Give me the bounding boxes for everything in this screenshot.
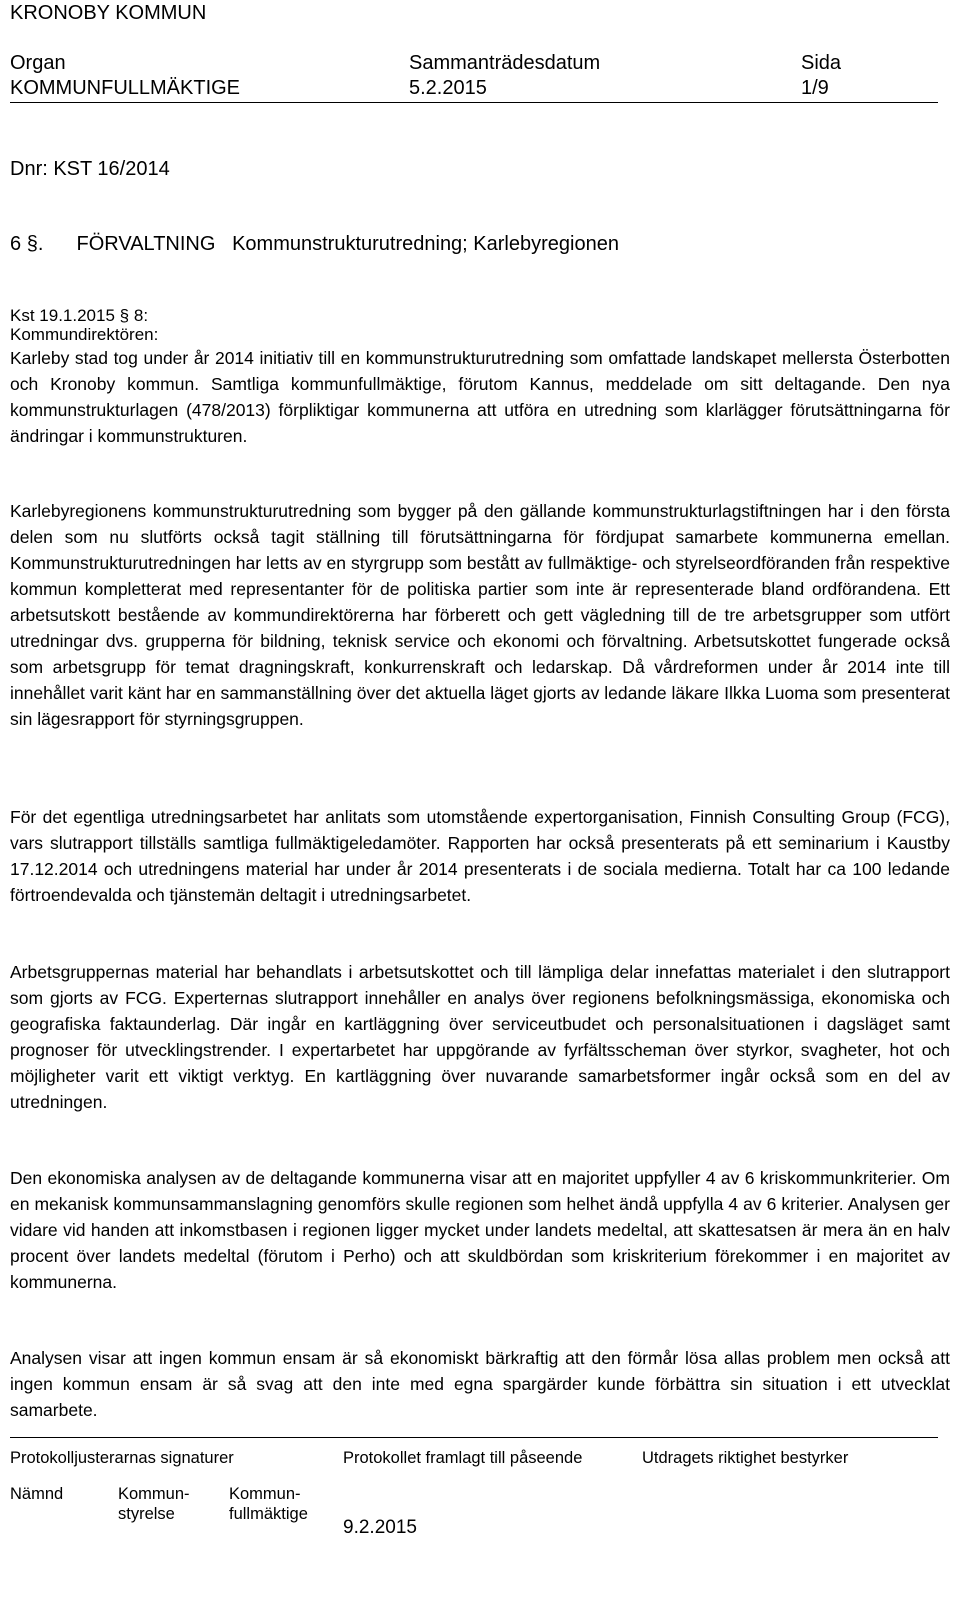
footer-col-fullmaktige-line1: Kommun-	[229, 1485, 301, 1503]
signatures-label: Protokolljusterarnas signaturer	[10, 1449, 234, 1467]
reference-number: 8:	[133, 306, 149, 325]
paragraph-sign: §	[119, 306, 130, 325]
page-label: Sida	[801, 52, 842, 74]
footer-divider	[10, 1437, 938, 1438]
reference-author: Kommundirektören:	[10, 325, 159, 344]
meeting-date-value: 5.2.2015	[409, 77, 487, 99]
paragraph-3: För det egentliga utredningsarbetet har anlitats som utomstående expertorganisation, Finnish Consulting Group (FCG), vars slutrapport tillställs samtliga fullmäktigeledamöter. Rapporten har också presenterats på ett seminarium i Kaustby 17.12.2014 och utredningens material har under år 2014 presenterats i de sociala medierna. Totalt har ca 100 ledande förtroendevalda och tjänstemän deltagit i utredningsarbetet.	[10, 807, 950, 905]
footer-col-fullmaktige-line2: fullmäktige	[229, 1505, 308, 1523]
footer-col-namnd: Nämnd	[10, 1485, 64, 1503]
section-heading: 6 §. FÖRVALTNING Kommunstrukturutredning; Karlebyregionen	[10, 233, 619, 255]
paragraph-6: Analysen visar att ingen kommun ensam är så ekonomiskt bärkraftig att den förmår lösa allas problem men också att ingen kommun ensam är så svag att den inte med egna spargärder kunde förbättra sin situation i ett utvecklat samarbete.	[10, 1348, 950, 1420]
paragraph-4: Arbetsgruppernas material har behandlats i arbetsutskottet och till lämpliga delar innefattas materialet i den slutrapport som gjorts av FCG. Experternas slutrapport innehåller en analys över regionens befolkningsmässiga, ekonomiska och geografiska faktaunderlag. Där ingår en kartläggning över serviceutbudet och personalsituationen i dagsläget samt prognoser för utvecklingstrender. I expertarbetet har uppgörande av fyrfältsscheman över styrkor, svagheter, hot och möjligheter varit ett viktigt verktyg. En kartläggning över nuvarande samarbetsformer ingår också som en del av utredningen.	[10, 962, 950, 1112]
paragraph-1: Karleby stad tog under år 2014 initiativ till en kommunstrukturutredning som omfattade landskapet mellersta Österbotten och Kronoby kommun. Samtliga kommunfullmäktige, förutom Kannus, meddelade om sitt deltagande. Den nya kommunstrukturlagen (478/2013) förpliktigar kommunerna att utföra en utredning som klarlägger förutsättningarna för ändringar i kommunstrukturen.	[10, 348, 950, 446]
meeting-date-label: Sammanträdesdatum	[409, 52, 601, 74]
section-number: 6	[10, 233, 22, 255]
presented-label: Protokollet framlagt till påseende	[343, 1449, 583, 1467]
paragraph-2: Karlebyregionens kommunstrukturutredning som bygger på den gällande kommunstrukturlagstiftningen har i den första delen som nu slutförts också tagit ställning till förutsättningarna för fördjupat samarbete kommunerna emellan. Kommunstrukturutredningen har letts av en styrgrupp som bestått av fullmäktige- och styrelseordföranden från respektive kommun kompletterat med representanter för de politiska partier som inte är representerade bland ordförandena. Ett arbetsutskott bestående av kommundirektörerna har förberett och gett vägledning till de tre arbetsgrupper som utfört utredningar dvs. grupperna för bildning, teknisk service och ekonomi och förvaltning. Arbetsutskottet fungerade också som arbetsgrupp för temat dragningskraft, konkurrenskraft och ledarskap. Då vårdreformen under år 2014 inte till innehållet varit känt har en sammanställning över det aktuella läget gjorts av ledande läkare Ilkka Luoma som presenterat sin lägesrapport för styrningsgruppen.	[10, 501, 950, 729]
diary-number: Dnr: KST 16/2014	[10, 158, 170, 180]
paragraph-sign: §	[26, 233, 38, 255]
paragraph-5: Den ekonomiska analysen av de deltagande kommunerna visar att en majoritet uppfyller 4 av 6 kriskommunkriterier. Om en mekanisk kommunsammanslagning genomförs skulle regionen som helhet ändå uppfylla 4 av 6 kriterier. Analysen ger vidare vid handen att inkomstbasen i regionen ligger mycket under landets medeltal, att skattesatsen är mera än en halv procent över landets medeltal (förutom i Perho) och att skuldbördan som kriskriterium förekommer i en majoritet av kommunerna.	[10, 1168, 950, 1292]
organ-value: KOMMUNFULLMÄKTIGE	[10, 77, 241, 99]
header-divider	[10, 102, 938, 103]
certified-label: Utdragets riktighet bestyrker	[642, 1449, 849, 1467]
footer-col-styrelse-line2: styrelse	[118, 1505, 175, 1523]
organ-label: Organ	[10, 52, 66, 74]
reference-kst: Kst 19.1.2015	[10, 306, 115, 325]
reference-line	[10, 306, 148, 326]
footer-col-styrelse-line1: Kommun-	[118, 1485, 190, 1503]
section-title: FÖRVALTNING Kommunstrukturutredning; Karlebyregionen	[76, 233, 619, 255]
presented-date: 9.2.2015	[343, 1517, 417, 1538]
municipality-name: KRONOBY KOMMUN	[10, 2, 207, 24]
page-value: 1/9	[801, 77, 829, 99]
